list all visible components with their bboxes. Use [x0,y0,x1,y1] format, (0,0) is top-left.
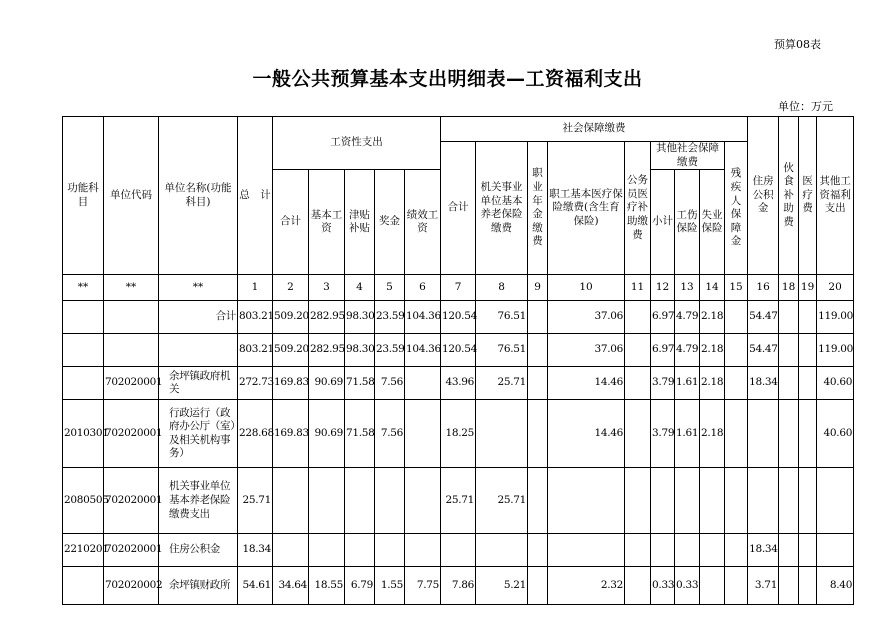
header-wage-total: 合计 [273,170,309,275]
cell-unit-name: 余坪镇政府机关 [159,367,238,400]
cell-amount: 120.54 [441,334,476,367]
cell-amount: 104.36 [405,301,441,334]
header-bonus: 奖金 [375,170,405,275]
cell-amount: 76.51 [476,334,528,367]
header-social-total: 合计 [441,142,476,275]
cell-amount [725,567,748,605]
cell-unit-code: 702020002 [104,567,159,605]
cell-amount [345,468,375,534]
cell-amount: 1.61 [675,400,700,468]
index-cell: 16 [748,275,779,301]
cell-amount [625,567,651,605]
cell-amount: 0.33 [651,567,675,605]
cell-amount: 3.79 [651,400,675,468]
cell-amount: 6.97 [651,334,675,367]
cell-amount: 71.58 [345,367,375,400]
index-cell: ** [104,275,159,301]
header-basic-wage: 基本工资 [309,170,345,275]
cell-amount [651,468,675,534]
cell-amount: 119.00 [817,334,854,367]
cell-unit-code: 702020001 [104,534,159,567]
unit-label: 单位：万元 [778,100,833,113]
index-cell: 12 [651,275,675,301]
cell-amount [476,534,528,567]
form-number: 预算08表 [774,38,821,51]
cell-amount: 6.79 [345,567,375,605]
header-other-sub: 小计 [651,170,675,275]
table-row [63,567,854,605]
index-cell: 9 [528,275,548,301]
cell-amount [476,400,528,468]
index-row [63,275,854,301]
cell-amount: 4.79 [675,301,700,334]
cell-amount [779,534,799,567]
cell-amount [799,468,817,534]
cell-amount [779,334,799,367]
cell-amount [625,400,651,468]
page-title: 一般公共预算基本支出明细表—工资福利支出 [252,68,643,90]
cell-amount [375,534,405,567]
cell-unit-code [104,334,159,367]
cell-unit-name [159,334,238,367]
cell-amount: 25.71 [238,468,273,534]
cell-amount: 54.61 [238,567,273,605]
cell-amount: 7.56 [375,367,405,400]
cell-amount: 7.86 [441,567,476,605]
cell-amount: 18.34 [748,367,779,400]
cell-amount [528,400,548,468]
cell-amount: 98.30 [345,301,375,334]
index-cell: 19 [799,275,817,301]
cell-amount [799,534,817,567]
cell-unit-name: 余坪镇财政所 [159,567,238,605]
index-cell: 11 [625,275,651,301]
cell-func-subject [63,367,104,400]
cell-amount [625,534,651,567]
cell-func-subject: 2080505 [63,468,104,534]
header-injury: 工伤保险 [675,170,700,275]
index-cell: 20 [817,275,854,301]
cell-amount: 119.00 [817,301,854,334]
cell-amount [528,334,548,367]
cell-amount: 2.18 [700,301,725,334]
cell-amount: 14.46 [548,367,625,400]
header-medical: 职工基本医疗保险缴费(含生育保险) [548,142,625,275]
cell-amount [625,334,651,367]
cell-amount [309,534,345,567]
header-social: 社会保障缴费 [441,117,748,142]
index-cell: 3 [309,275,345,301]
cell-amount [675,534,700,567]
cell-amount: 3.71 [748,567,779,605]
cell-amount: 509.20 [273,334,309,367]
cell-unit-code: 702020001 [104,367,159,400]
cell-amount: 282.95 [309,301,345,334]
cell-amount [345,534,375,567]
header-housing: 住房公积金 [748,117,779,275]
index-cell: ** [63,275,104,301]
cell-amount: 98.30 [345,334,375,367]
cell-amount [799,367,817,400]
table-row [63,367,854,400]
cell-amount: 0.33 [675,567,700,605]
cell-amount: 18.55 [309,567,345,605]
cell-amount: 282.95 [309,334,345,367]
cell-amount: 7.75 [405,567,441,605]
cell-unit-name: 机关事业单位基本养老保险缴费支出 [159,468,238,534]
cell-amount: 90.69 [309,367,345,400]
cell-amount: 104.36 [405,334,441,367]
cell-amount: 1.61 [675,367,700,400]
cell-unit-name: 合计 [159,301,238,334]
header-unit-name: 单位名称(功能科目) [159,117,238,275]
index-cell: 10 [548,275,625,301]
cell-amount: 169.83 [273,367,309,400]
cell-amount [779,367,799,400]
cell-unit-name: 住房公积金 [159,534,238,567]
index-cell: 6 [405,275,441,301]
index-cell: 15 [725,275,748,301]
cell-amount [528,468,548,534]
cell-amount: 54.47 [748,334,779,367]
header-medical-fee: 医疗费 [799,117,817,275]
cell-amount [625,468,651,534]
cell-unit-name: 行政运行（政府办公厅（室）及相关机构事务） [159,400,238,468]
header-unemploy: 失业保险 [700,170,725,275]
index-cell: 18 [779,275,799,301]
cell-amount [441,534,476,567]
cell-amount: 34.64 [273,567,309,605]
cell-amount [528,301,548,334]
cell-amount [548,468,625,534]
index-cell: ** [159,275,238,301]
index-cell: 7 [441,275,476,301]
index-cell: 4 [345,275,375,301]
cell-amount: 43.96 [441,367,476,400]
header-wage: 工资性支出 [273,117,441,170]
cell-amount: 3.79 [651,367,675,400]
cell-unit-code: 702020001 [104,400,159,468]
cell-amount [799,400,817,468]
cell-amount [779,567,799,605]
cell-amount: 509.20 [273,301,309,334]
cell-amount [725,534,748,567]
cell-amount [273,534,309,567]
header-unit-code: 单位代码 [104,117,159,275]
index-cell: 5 [375,275,405,301]
cell-amount: 40.60 [817,367,854,400]
cell-amount: 40.60 [817,400,854,468]
cell-amount [725,334,748,367]
cell-amount: 272.73 [238,367,273,400]
cell-amount [817,534,854,567]
cell-amount [700,534,725,567]
cell-amount: 37.06 [548,301,625,334]
index-cell: 2 [273,275,309,301]
cell-amount: 71.58 [345,400,375,468]
cell-amount [725,367,748,400]
cell-amount [405,400,441,468]
cell-amount: 169.83 [273,400,309,468]
header-annuity: 职业年金缴费 [528,142,548,275]
cell-amount: 14.46 [548,400,625,468]
index-cell: 14 [700,275,725,301]
table-row [63,468,854,534]
cell-amount: 803.21 [238,301,273,334]
cell-amount: 18.25 [441,400,476,468]
cell-amount: 2.18 [700,334,725,367]
cell-amount [748,400,779,468]
cell-amount [548,534,625,567]
cell-amount [528,567,548,605]
cell-amount: 25.71 [476,468,528,534]
header-func-subject: 功能科目 [63,117,104,275]
index-cell: 1 [238,275,273,301]
cell-amount: 25.71 [476,367,528,400]
cell-amount [779,301,799,334]
cell-amount [651,534,675,567]
cell-amount: 90.69 [309,400,345,468]
header-disabled: 残疾人保障金 [725,142,748,275]
header-perf-wage: 绩效工资 [405,170,441,275]
cell-amount: 23.59 [375,301,405,334]
cell-amount [700,567,725,605]
cell-amount [700,468,725,534]
cell-amount [309,468,345,534]
cell-amount: 228.68 [238,400,273,468]
index-cell: 13 [675,275,700,301]
index-cell: 8 [476,275,528,301]
table-row [63,400,854,468]
cell-amount [405,534,441,567]
cell-amount [405,367,441,400]
cell-amount [748,468,779,534]
cell-amount [273,468,309,534]
cell-amount [779,400,799,468]
cell-amount: 803.21 [238,334,273,367]
cell-amount [625,301,651,334]
cell-func-subject [63,567,104,605]
cell-amount: 4.79 [675,334,700,367]
header-meal: 伙食补助费 [779,117,799,275]
cell-amount [799,301,817,334]
cell-amount: 7.56 [375,400,405,468]
cell-amount [405,468,441,534]
header-pension: 机关事业单位基本养老保险缴费 [476,142,528,275]
cell-func-subject [63,301,104,334]
header-other-social: 其他社会保障缴费 [651,142,725,170]
table-row [63,534,854,567]
cell-amount [799,567,817,605]
cell-func-subject: 2010301 [63,400,104,468]
cell-unit-code [104,301,159,334]
cell-unit-code: 702020001 [104,468,159,534]
cell-amount: 23.59 [375,334,405,367]
cell-amount [528,367,548,400]
cell-amount [725,301,748,334]
cell-amount: 8.40 [817,567,854,605]
cell-amount: 1.55 [375,567,405,605]
cell-amount: 25.71 [441,468,476,534]
header-allowance: 津贴补贴 [345,170,375,275]
cell-func-subject: 2210201 [63,534,104,567]
cell-amount: 76.51 [476,301,528,334]
cell-func-subject [63,334,104,367]
cell-amount [625,367,651,400]
cell-amount: 5.21 [476,567,528,605]
cell-amount: 6.97 [651,301,675,334]
budget-table [62,116,854,605]
table-row [63,334,854,367]
cell-amount: 18.34 [238,534,273,567]
cell-amount: 2.18 [700,400,725,468]
cell-amount: 18.34 [748,534,779,567]
cell-amount [375,468,405,534]
table-row [63,301,854,334]
header-total: 总 计 [238,117,273,275]
cell-amount [725,468,748,534]
cell-amount: 2.18 [700,367,725,400]
cell-amount [799,334,817,367]
cell-amount [725,400,748,468]
cell-amount: 54.47 [748,301,779,334]
cell-amount: 2.32 [548,567,625,605]
cell-amount [779,468,799,534]
cell-amount [528,534,548,567]
cell-amount [817,468,854,534]
cell-amount [675,468,700,534]
header-other-welfare: 其他工资福利支出 [817,117,854,275]
header-civil-med: 公务员医疗补助缴费 [625,142,651,275]
cell-amount: 120.54 [441,301,476,334]
cell-amount: 37.06 [548,334,625,367]
